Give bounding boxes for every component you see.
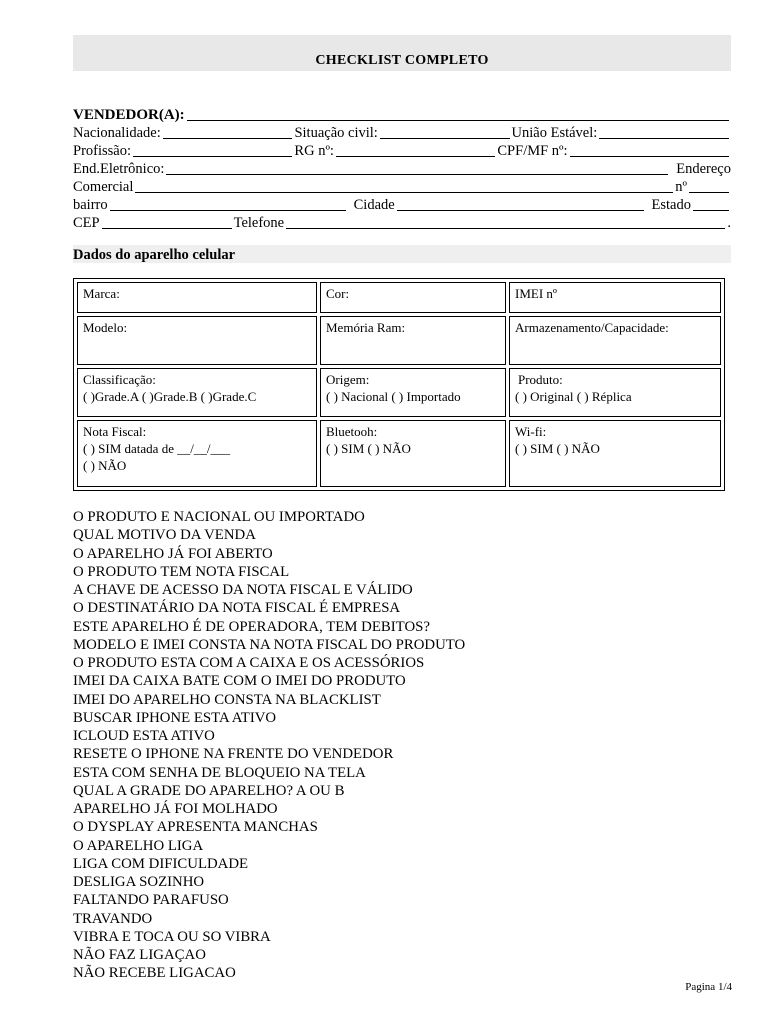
cpf-label: CPF/MF nº: [497, 143, 568, 159]
bluetooth-cell [320, 420, 506, 487]
list-item: ICLOUD ESTA ATIVO [73, 728, 215, 744]
ram-cell [320, 316, 506, 365]
city-label: Cidade [353, 197, 395, 213]
table-row [77, 420, 721, 487]
email-row [73, 160, 731, 178]
table-row [77, 316, 721, 365]
storage-cell [509, 316, 721, 365]
list-item: VIBRA E TOCA OU SO VIBRA [73, 928, 271, 945]
invoice-label: Nota Fiscal: [83, 423, 147, 439]
nationality-row [73, 124, 731, 142]
origin-options: ( ) Nacional ( ) Importado [326, 388, 461, 404]
product-label: Produto: [518, 371, 563, 387]
list-item: MODELO E IMEI CONSTA NA NOTA FISCAL DO PRODUTO [73, 636, 466, 653]
commercial-row [73, 178, 731, 196]
neighborhood-row [73, 196, 731, 214]
stable-union-label: União Estável: [511, 125, 598, 141]
civil-status-blank [380, 137, 510, 139]
commercial-label: Comercial [73, 179, 134, 195]
table-row [77, 282, 721, 313]
number-label: nº [675, 179, 687, 195]
list-item: O DESTINATÁRIO DA NOTA FISCAL É EMPRESA [73, 600, 401, 617]
profession-label: Profissão: [73, 143, 131, 159]
rg-blank [336, 155, 495, 157]
color-cell [320, 282, 506, 313]
list-item: QUAL MOTIVO DA VENDA [73, 527, 256, 544]
product-options: ( ) Original ( ) Réplica [515, 388, 632, 404]
device-section-title: Dados do aparelho celular [73, 245, 731, 263]
product-cell [509, 368, 721, 417]
list-item: RESETE O IPHONE NA FRENTE DO VENDEDOR [73, 746, 394, 763]
address-label: Endereço [676, 161, 731, 177]
profession-row [73, 142, 731, 160]
end-mark: . [727, 215, 731, 231]
ram-label: Memória Ram: [326, 319, 406, 335]
email-blank [166, 173, 668, 175]
seller-row [73, 104, 731, 124]
page-number: Pagina 1/4 [685, 981, 732, 993]
wifi-options: ( ) SIM ( ) NÃO [515, 440, 600, 456]
invoice-no-option: ( ) NÃO [83, 457, 127, 473]
zip-label: CEP [73, 215, 100, 231]
model-label: Modelo: [83, 319, 128, 335]
list-item: O PRODUTO ESTA COM A CAIXA E OS ACESSÓRIOS [73, 655, 425, 671]
bluetooth-label: Bluetooh: [326, 423, 378, 439]
bluetooth-options: ( ) SIM ( ) NÃO [326, 440, 411, 456]
list-item: DESLIGA SOZINHO [73, 874, 205, 890]
model-cell [77, 316, 317, 365]
list-item: QUAL A GRADE DO APARELHO? A OU B [73, 782, 345, 799]
list-item: O DYSPLAY APRESENTA MANCHAS [73, 819, 318, 836]
stable-union-blank [599, 137, 729, 139]
neighborhood-blank [110, 209, 346, 211]
list-item: FALTANDO PARAFUSO [73, 892, 229, 909]
invoice-yes-option: ( ) SIM datada de __/__/___ [83, 440, 230, 456]
imei-cell [509, 282, 721, 313]
email-label: End.Eletrônico: [73, 161, 165, 177]
brand-label: Marca: [83, 286, 120, 301]
color-label: Cor: [326, 286, 350, 301]
origin-label: Origem: [326, 371, 370, 387]
list-item: LIGA COM DIFICULDADE [73, 855, 249, 872]
imei-label: IMEI nº [515, 286, 557, 301]
phone-blank [286, 227, 725, 229]
commercial-blank [135, 191, 673, 193]
document-title: CHECKLIST COMPLETO [73, 35, 731, 71]
number-blank [689, 191, 729, 193]
table-row [77, 368, 721, 417]
list-item: APARELHO JÁ FOI MOLHADO [73, 801, 278, 817]
list-item: A CHAVE DE ACESSO DA NOTA FISCAL E VÁLIDO [73, 582, 413, 598]
list-item: BUSCAR IPHONE ESTA ATIVO [73, 709, 277, 726]
list-item: O APARELHO JÁ FOI ABERTO [73, 545, 273, 562]
city-blank [397, 209, 644, 211]
list-item: O PRODUTO E NACIONAL OU IMPORTADO [73, 509, 365, 525]
list-item: ESTE APARELHO É DE OPERADORA, TEM DEBITOS? [73, 618, 430, 635]
list-item: O PRODUTO TEM NOTA FISCAL [73, 563, 290, 580]
device-table [73, 278, 725, 491]
list-item: NÃO RECEBE LIGACAO [73, 965, 236, 982]
list-item: ESTA COM SENHA DE BLOQUEIO NA TELA [73, 764, 366, 781]
cpf-blank [570, 155, 729, 157]
list-item: TRAVANDO [73, 910, 153, 927]
nationality-blank [163, 137, 293, 139]
storage-label: Armazenamento/Capacidade: [515, 319, 669, 335]
wifi-cell [509, 420, 721, 487]
phone-label: Telefone [233, 215, 285, 231]
nationality-label: Nacionalidade: [73, 125, 161, 141]
seller-fields [73, 104, 731, 232]
civil-status-label: Situação civil: [294, 125, 378, 141]
seller-label: VENDEDOR(A): [73, 107, 185, 123]
state-label: Estado [651, 197, 691, 213]
list-item: NÃO FAZ LIGAÇAO [73, 947, 206, 963]
zip-blank [102, 227, 232, 229]
checklist [73, 508, 465, 983]
classification-options: ( )Grade.A ( )Grade.B ( )Grade.C [83, 388, 257, 404]
list-item: IMEI DA CAIXA BATE COM O IMEI DO PRODUTO [73, 673, 406, 690]
list-item: IMEI DO APARELHO CONSTA NA BLACKLIST [73, 691, 381, 708]
state-blank [693, 209, 729, 211]
list-item: O APARELHO LIGA [73, 837, 204, 854]
neighborhood-label: bairro [73, 197, 108, 213]
invoice-cell [77, 420, 317, 487]
origin-cell [320, 368, 506, 417]
zip-row [73, 214, 731, 232]
profession-blank [133, 155, 292, 157]
rg-label: RG nº: [294, 143, 334, 159]
wifi-label: Wi-fi: [515, 423, 547, 439]
classification-label: Classificação: [83, 371, 156, 387]
seller-blank [187, 119, 729, 121]
brand-cell [77, 282, 317, 313]
classification-cell [77, 368, 317, 417]
